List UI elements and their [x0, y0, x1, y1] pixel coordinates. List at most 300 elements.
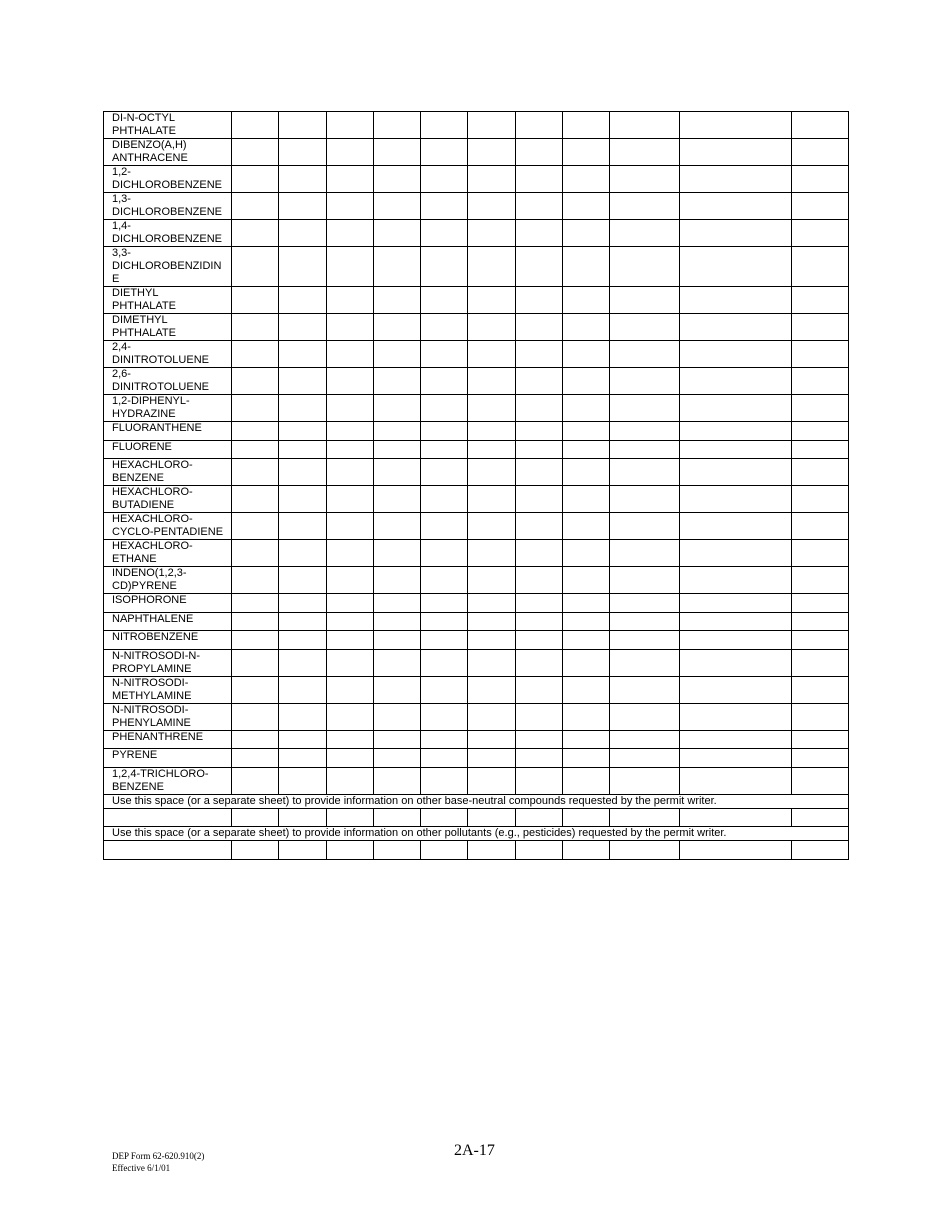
- data-entry-cell[interactable]: [468, 808, 516, 827]
- data-entry-cell[interactable]: [327, 287, 374, 314]
- data-entry-cell[interactable]: [516, 649, 563, 676]
- data-entry-cell[interactable]: [563, 422, 610, 441]
- data-entry-cell[interactable]: [680, 440, 792, 459]
- data-entry-cell[interactable]: [279, 808, 327, 827]
- data-entry-cell[interactable]: [610, 247, 680, 287]
- data-entry-cell[interactable]: [792, 440, 849, 459]
- data-entry-cell[interactable]: [232, 676, 279, 703]
- data-entry-cell[interactable]: [232, 341, 279, 368]
- data-entry-cell[interactable]: [327, 567, 374, 594]
- data-entry-cell[interactable]: [374, 193, 421, 220]
- data-entry-cell[interactable]: [516, 594, 563, 613]
- data-entry-cell[interactable]: [680, 422, 792, 441]
- data-entry-cell[interactable]: [468, 139, 516, 166]
- data-entry-cell[interactable]: [232, 440, 279, 459]
- data-entry-cell[interactable]: [563, 368, 610, 395]
- data-entry-cell[interactable]: [680, 594, 792, 613]
- data-entry-cell[interactable]: [279, 749, 327, 768]
- data-entry-cell[interactable]: [374, 749, 421, 768]
- data-entry-cell[interactable]: [421, 422, 468, 441]
- data-entry-cell[interactable]: [468, 368, 516, 395]
- data-entry-cell[interactable]: [279, 676, 327, 703]
- data-entry-cell[interactable]: [680, 703, 792, 730]
- data-entry-cell[interactable]: [327, 649, 374, 676]
- data-entry-cell[interactable]: [279, 314, 327, 341]
- data-entry-cell[interactable]: [792, 139, 849, 166]
- data-entry-cell[interactable]: [374, 220, 421, 247]
- data-entry-cell[interactable]: [421, 166, 468, 193]
- data-entry-cell[interactable]: [279, 730, 327, 749]
- data-entry-cell[interactable]: [516, 749, 563, 768]
- data-entry-cell[interactable]: [516, 676, 563, 703]
- data-entry-cell[interactable]: [468, 422, 516, 441]
- data-entry-cell[interactable]: [680, 631, 792, 650]
- data-entry-cell[interactable]: [374, 841, 421, 860]
- data-entry-cell[interactable]: [610, 193, 680, 220]
- data-entry-cell[interactable]: [327, 422, 374, 441]
- data-entry-cell[interactable]: [279, 649, 327, 676]
- data-entry-cell[interactable]: [680, 287, 792, 314]
- data-entry-cell[interactable]: [516, 841, 563, 860]
- data-entry-cell[interactable]: [468, 649, 516, 676]
- data-entry-cell[interactable]: [516, 808, 563, 827]
- data-entry-cell[interactable]: [563, 808, 610, 827]
- data-entry-cell[interactable]: [610, 459, 680, 486]
- data-entry-cell[interactable]: [516, 220, 563, 247]
- data-entry-cell[interactable]: [279, 631, 327, 650]
- data-entry-cell[interactable]: [421, 440, 468, 459]
- data-entry-cell[interactable]: [563, 395, 610, 422]
- data-entry-cell[interactable]: [468, 314, 516, 341]
- data-entry-cell[interactable]: [232, 459, 279, 486]
- data-entry-cell[interactable]: [468, 703, 516, 730]
- data-entry-cell[interactable]: [610, 220, 680, 247]
- data-entry-cell[interactable]: [516, 767, 563, 794]
- data-entry-cell[interactable]: [374, 341, 421, 368]
- data-entry-cell[interactable]: [680, 612, 792, 631]
- data-entry-cell[interactable]: [792, 567, 849, 594]
- data-entry-cell[interactable]: [279, 368, 327, 395]
- data-entry-cell[interactable]: [516, 395, 563, 422]
- data-entry-cell[interactable]: [327, 395, 374, 422]
- data-entry-cell[interactable]: [516, 486, 563, 513]
- data-entry-cell[interactable]: [374, 594, 421, 613]
- data-entry-cell[interactable]: [374, 631, 421, 650]
- data-entry-cell[interactable]: [516, 422, 563, 441]
- data-entry-cell[interactable]: [327, 612, 374, 631]
- data-entry-cell[interactable]: [468, 749, 516, 768]
- data-entry-cell[interactable]: [680, 513, 792, 540]
- data-entry-cell[interactable]: [279, 247, 327, 287]
- data-entry-cell[interactable]: [468, 631, 516, 650]
- data-entry-cell[interactable]: [232, 287, 279, 314]
- data-entry-cell[interactable]: [232, 314, 279, 341]
- data-entry-cell[interactable]: [468, 193, 516, 220]
- data-entry-cell[interactable]: [327, 112, 374, 139]
- data-entry-cell[interactable]: [421, 841, 468, 860]
- data-entry-cell[interactable]: [232, 612, 279, 631]
- data-entry-cell[interactable]: [610, 440, 680, 459]
- data-entry-cell[interactable]: [421, 287, 468, 314]
- data-entry-cell[interactable]: [421, 612, 468, 631]
- data-entry-cell[interactable]: [563, 287, 610, 314]
- data-entry-cell[interactable]: [279, 612, 327, 631]
- data-entry-cell[interactable]: [468, 247, 516, 287]
- data-entry-cell[interactable]: [374, 540, 421, 567]
- data-entry-cell[interactable]: [680, 368, 792, 395]
- data-entry-cell[interactable]: [563, 730, 610, 749]
- data-entry-cell[interactable]: [516, 459, 563, 486]
- data-entry-cell[interactable]: [468, 486, 516, 513]
- data-entry-cell[interactable]: [327, 749, 374, 768]
- data-entry-cell[interactable]: [610, 730, 680, 749]
- data-entry-cell[interactable]: [792, 247, 849, 287]
- data-entry-cell[interactable]: [680, 220, 792, 247]
- data-entry-cell[interactable]: [421, 594, 468, 613]
- data-entry-cell[interactable]: [610, 594, 680, 613]
- data-entry-cell[interactable]: [792, 314, 849, 341]
- data-entry-cell[interactable]: [680, 459, 792, 486]
- data-entry-cell[interactable]: [374, 139, 421, 166]
- data-entry-cell[interactable]: [421, 193, 468, 220]
- data-entry-cell[interactable]: [792, 730, 849, 749]
- data-entry-cell[interactable]: [792, 841, 849, 860]
- data-entry-cell[interactable]: [104, 841, 232, 860]
- data-entry-cell[interactable]: [421, 139, 468, 166]
- data-entry-cell[interactable]: [610, 631, 680, 650]
- data-entry-cell[interactable]: [516, 247, 563, 287]
- data-entry-cell[interactable]: [610, 139, 680, 166]
- data-entry-cell[interactable]: [279, 594, 327, 613]
- data-entry-cell[interactable]: [232, 220, 279, 247]
- data-entry-cell[interactable]: [327, 767, 374, 794]
- data-entry-cell[interactable]: [563, 247, 610, 287]
- data-entry-cell[interactable]: [327, 459, 374, 486]
- data-entry-cell[interactable]: [279, 513, 327, 540]
- data-entry-cell[interactable]: [374, 676, 421, 703]
- data-entry-cell[interactable]: [610, 314, 680, 341]
- data-entry-cell[interactable]: [327, 676, 374, 703]
- data-entry-cell[interactable]: [421, 649, 468, 676]
- data-entry-cell[interactable]: [421, 220, 468, 247]
- data-entry-cell[interactable]: [680, 730, 792, 749]
- data-entry-cell[interactable]: [563, 631, 610, 650]
- data-entry-cell[interactable]: [468, 440, 516, 459]
- data-entry-cell[interactable]: [421, 749, 468, 768]
- data-entry-cell[interactable]: [680, 166, 792, 193]
- data-entry-cell[interactable]: [680, 649, 792, 676]
- data-entry-cell[interactable]: [232, 513, 279, 540]
- data-entry-cell[interactable]: [516, 341, 563, 368]
- data-entry-cell[interactable]: [610, 513, 680, 540]
- data-entry-cell[interactable]: [516, 703, 563, 730]
- data-entry-cell[interactable]: [610, 649, 680, 676]
- data-entry-cell[interactable]: [610, 841, 680, 860]
- data-entry-cell[interactable]: [516, 287, 563, 314]
- data-entry-cell[interactable]: [327, 341, 374, 368]
- data-entry-cell[interactable]: [232, 395, 279, 422]
- data-entry-cell[interactable]: [279, 166, 327, 193]
- data-entry-cell[interactable]: [610, 395, 680, 422]
- data-entry-cell[interactable]: [516, 139, 563, 166]
- data-entry-cell[interactable]: [792, 703, 849, 730]
- data-entry-cell[interactable]: [468, 767, 516, 794]
- data-entry-cell[interactable]: [374, 287, 421, 314]
- data-entry-cell[interactable]: [327, 703, 374, 730]
- data-entry-cell[interactable]: [680, 841, 792, 860]
- data-entry-cell[interactable]: [421, 631, 468, 650]
- data-entry-cell[interactable]: [516, 314, 563, 341]
- data-entry-cell[interactable]: [232, 567, 279, 594]
- data-entry-cell[interactable]: [279, 422, 327, 441]
- data-entry-cell[interactable]: [563, 459, 610, 486]
- data-entry-cell[interactable]: [792, 459, 849, 486]
- data-entry-cell[interactable]: [516, 166, 563, 193]
- data-entry-cell[interactable]: [792, 341, 849, 368]
- data-entry-cell[interactable]: [374, 703, 421, 730]
- data-entry-cell[interactable]: [327, 314, 374, 341]
- data-entry-cell[interactable]: [680, 139, 792, 166]
- data-entry-cell[interactable]: [327, 193, 374, 220]
- data-entry-cell[interactable]: [680, 247, 792, 287]
- data-entry-cell[interactable]: [792, 594, 849, 613]
- data-entry-cell[interactable]: [563, 341, 610, 368]
- data-entry-cell[interactable]: [232, 368, 279, 395]
- data-entry-cell[interactable]: [680, 486, 792, 513]
- data-entry-cell[interactable]: [468, 676, 516, 703]
- data-entry-cell[interactable]: [327, 540, 374, 567]
- data-entry-cell[interactable]: [792, 287, 849, 314]
- data-entry-cell[interactable]: [327, 730, 374, 749]
- data-entry-cell[interactable]: [468, 513, 516, 540]
- data-entry-cell[interactable]: [516, 567, 563, 594]
- data-entry-cell[interactable]: [279, 139, 327, 166]
- data-entry-cell[interactable]: [516, 730, 563, 749]
- data-entry-cell[interactable]: [327, 139, 374, 166]
- data-entry-cell[interactable]: [421, 341, 468, 368]
- data-entry-cell[interactable]: [232, 247, 279, 287]
- data-entry-cell[interactable]: [610, 486, 680, 513]
- data-entry-cell[interactable]: [421, 395, 468, 422]
- data-entry-cell[interactable]: [327, 513, 374, 540]
- data-entry-cell[interactable]: [680, 540, 792, 567]
- data-entry-cell[interactable]: [792, 676, 849, 703]
- data-entry-cell[interactable]: [327, 220, 374, 247]
- data-entry-cell[interactable]: [374, 459, 421, 486]
- data-entry-cell[interactable]: [421, 247, 468, 287]
- data-entry-cell[interactable]: [232, 749, 279, 768]
- data-entry-cell[interactable]: [792, 220, 849, 247]
- data-entry-cell[interactable]: [792, 808, 849, 827]
- data-entry-cell[interactable]: [421, 459, 468, 486]
- data-entry-cell[interactable]: [610, 341, 680, 368]
- data-entry-cell[interactable]: [232, 540, 279, 567]
- data-entry-cell[interactable]: [468, 166, 516, 193]
- data-entry-cell[interactable]: [421, 767, 468, 794]
- data-entry-cell[interactable]: [421, 730, 468, 749]
- data-entry-cell[interactable]: [421, 808, 468, 827]
- data-entry-cell[interactable]: [468, 612, 516, 631]
- data-entry-cell[interactable]: [680, 341, 792, 368]
- data-entry-cell[interactable]: [563, 841, 610, 860]
- data-entry-cell[interactable]: [374, 112, 421, 139]
- data-entry-cell[interactable]: [374, 649, 421, 676]
- data-entry-cell[interactable]: [279, 841, 327, 860]
- data-entry-cell[interactable]: [680, 112, 792, 139]
- data-entry-cell[interactable]: [421, 112, 468, 139]
- data-entry-cell[interactable]: [610, 703, 680, 730]
- data-entry-cell[interactable]: [374, 368, 421, 395]
- data-entry-cell[interactable]: [421, 513, 468, 540]
- data-entry-cell[interactable]: [680, 314, 792, 341]
- data-entry-cell[interactable]: [792, 513, 849, 540]
- data-entry-cell[interactable]: [232, 193, 279, 220]
- data-entry-cell[interactable]: [279, 703, 327, 730]
- data-entry-cell[interactable]: [680, 676, 792, 703]
- data-entry-cell[interactable]: [279, 112, 327, 139]
- data-entry-cell[interactable]: [516, 612, 563, 631]
- data-entry-cell[interactable]: [421, 368, 468, 395]
- data-entry-cell[interactable]: [610, 287, 680, 314]
- data-entry-cell[interactable]: [468, 841, 516, 860]
- data-entry-cell[interactable]: [279, 193, 327, 220]
- data-entry-cell[interactable]: [279, 220, 327, 247]
- data-entry-cell[interactable]: [327, 808, 374, 827]
- data-entry-cell[interactable]: [563, 749, 610, 768]
- data-entry-cell[interactable]: [680, 749, 792, 768]
- data-entry-cell[interactable]: [610, 808, 680, 827]
- data-entry-cell[interactable]: [792, 395, 849, 422]
- data-entry-cell[interactable]: [610, 112, 680, 139]
- data-entry-cell[interactable]: [610, 612, 680, 631]
- data-entry-cell[interactable]: [468, 459, 516, 486]
- data-entry-cell[interactable]: [610, 540, 680, 567]
- data-entry-cell[interactable]: [563, 676, 610, 703]
- data-entry-cell[interactable]: [279, 567, 327, 594]
- data-entry-cell[interactable]: [374, 767, 421, 794]
- data-entry-cell[interactable]: [563, 612, 610, 631]
- data-entry-cell[interactable]: [792, 540, 849, 567]
- data-entry-cell[interactable]: [563, 440, 610, 459]
- data-entry-cell[interactable]: [421, 540, 468, 567]
- data-entry-cell[interactable]: [279, 540, 327, 567]
- data-entry-cell[interactable]: [610, 749, 680, 768]
- data-entry-cell[interactable]: [516, 631, 563, 650]
- data-entry-cell[interactable]: [516, 513, 563, 540]
- data-entry-cell[interactable]: [327, 166, 374, 193]
- data-entry-cell[interactable]: [468, 341, 516, 368]
- data-entry-cell[interactable]: [374, 730, 421, 749]
- data-entry-cell[interactable]: [374, 486, 421, 513]
- data-entry-cell[interactable]: [327, 247, 374, 287]
- data-entry-cell[interactable]: [279, 767, 327, 794]
- data-entry-cell[interactable]: [792, 631, 849, 650]
- data-entry-cell[interactable]: [792, 368, 849, 395]
- data-entry-cell[interactable]: [232, 808, 279, 827]
- data-entry-cell[interactable]: [792, 112, 849, 139]
- data-entry-cell[interactable]: [468, 567, 516, 594]
- data-entry-cell[interactable]: [232, 486, 279, 513]
- data-entry-cell[interactable]: [374, 808, 421, 827]
- data-entry-cell[interactable]: [516, 440, 563, 459]
- data-entry-cell[interactable]: [327, 841, 374, 860]
- data-entry-cell[interactable]: [563, 486, 610, 513]
- data-entry-cell[interactable]: [279, 486, 327, 513]
- data-entry-cell[interactable]: [279, 395, 327, 422]
- data-entry-cell[interactable]: [792, 612, 849, 631]
- data-entry-cell[interactable]: [279, 440, 327, 459]
- data-entry-cell[interactable]: [792, 193, 849, 220]
- data-entry-cell[interactable]: [374, 440, 421, 459]
- data-entry-cell[interactable]: [232, 422, 279, 441]
- data-entry-cell[interactable]: [468, 730, 516, 749]
- data-entry-cell[interactable]: [468, 540, 516, 567]
- data-entry-cell[interactable]: [468, 395, 516, 422]
- data-entry-cell[interactable]: [563, 767, 610, 794]
- data-entry-cell[interactable]: [563, 540, 610, 567]
- data-entry-cell[interactable]: [792, 649, 849, 676]
- data-entry-cell[interactable]: [421, 314, 468, 341]
- data-entry-cell[interactable]: [232, 594, 279, 613]
- data-entry-cell[interactable]: [232, 649, 279, 676]
- data-entry-cell[interactable]: [516, 112, 563, 139]
- data-entry-cell[interactable]: [563, 220, 610, 247]
- data-entry-cell[interactable]: [232, 841, 279, 860]
- data-entry-cell[interactable]: [421, 486, 468, 513]
- data-entry-cell[interactable]: [279, 459, 327, 486]
- data-entry-cell[interactable]: [792, 166, 849, 193]
- data-entry-cell[interactable]: [610, 422, 680, 441]
- data-entry-cell[interactable]: [374, 513, 421, 540]
- data-entry-cell[interactable]: [563, 513, 610, 540]
- data-entry-cell[interactable]: [516, 368, 563, 395]
- data-entry-cell[interactable]: [468, 287, 516, 314]
- data-entry-cell[interactable]: [792, 767, 849, 794]
- data-entry-cell[interactable]: [374, 567, 421, 594]
- data-entry-cell[interactable]: [610, 166, 680, 193]
- data-entry-cell[interactable]: [232, 112, 279, 139]
- data-entry-cell[interactable]: [279, 287, 327, 314]
- data-entry-cell[interactable]: [468, 594, 516, 613]
- data-entry-cell[interactable]: [279, 341, 327, 368]
- data-entry-cell[interactable]: [327, 368, 374, 395]
- data-entry-cell[interactable]: [374, 422, 421, 441]
- data-entry-cell[interactable]: [516, 193, 563, 220]
- data-entry-cell[interactable]: [563, 166, 610, 193]
- data-entry-cell[interactable]: [610, 567, 680, 594]
- data-entry-cell[interactable]: [374, 314, 421, 341]
- data-entry-cell[interactable]: [563, 567, 610, 594]
- data-entry-cell[interactable]: [104, 808, 232, 827]
- data-entry-cell[interactable]: [610, 676, 680, 703]
- data-entry-cell[interactable]: [327, 594, 374, 613]
- data-entry-cell[interactable]: [374, 612, 421, 631]
- data-entry-cell[interactable]: [563, 314, 610, 341]
- data-entry-cell[interactable]: [421, 703, 468, 730]
- data-entry-cell[interactable]: [563, 703, 610, 730]
- data-entry-cell[interactable]: [680, 395, 792, 422]
- data-entry-cell[interactable]: [680, 808, 792, 827]
- data-entry-cell[interactable]: [327, 486, 374, 513]
- data-entry-cell[interactable]: [563, 139, 610, 166]
- data-entry-cell[interactable]: [610, 767, 680, 794]
- data-entry-cell[interactable]: [232, 631, 279, 650]
- data-entry-cell[interactable]: [232, 703, 279, 730]
- data-entry-cell[interactable]: [232, 767, 279, 794]
- data-entry-cell[interactable]: [327, 440, 374, 459]
- data-entry-cell[interactable]: [563, 649, 610, 676]
- data-entry-cell[interactable]: [680, 567, 792, 594]
